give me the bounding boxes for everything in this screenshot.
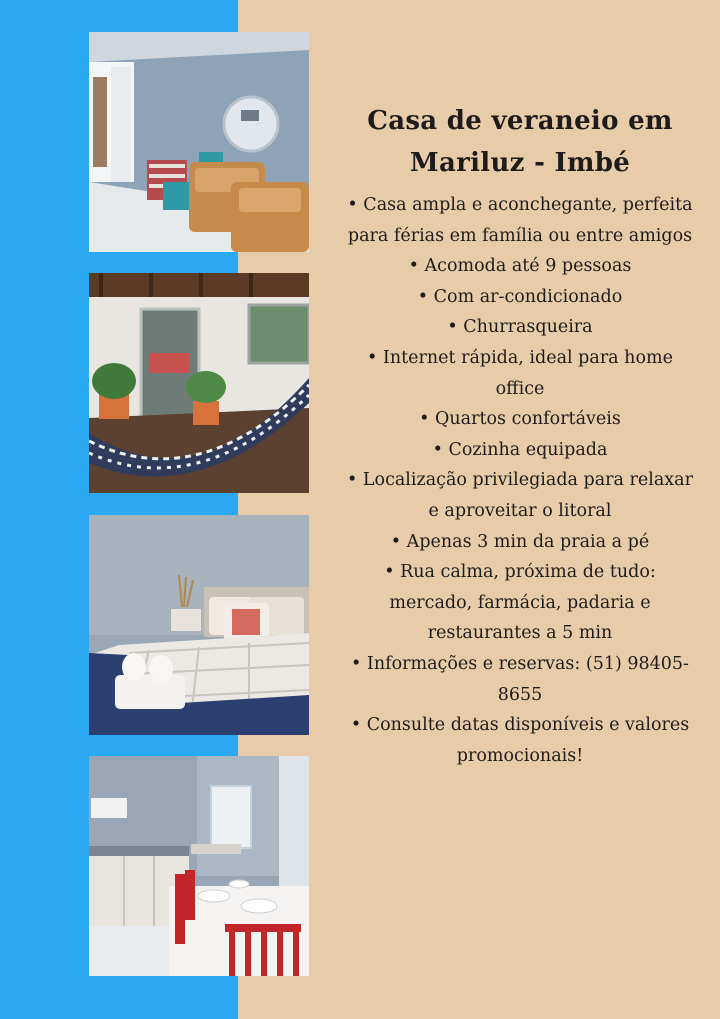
- living-room-photo: [89, 32, 309, 252]
- feature-item: • Localização privilegiada para relaxar e aproveitar o litoral: [347, 470, 693, 521]
- feature-item: • Churrasqueira: [447, 317, 593, 338]
- contact-info: • Informações e reservas: (51) 98405-8655: [351, 653, 689, 705]
- patio-photo: [89, 273, 309, 493]
- feature-item: • Quartos confortáveis: [419, 409, 621, 430]
- feature-item: • Apenas 3 min da praia a pé: [390, 531, 650, 552]
- feature-item: • Casa ampla e aconchegante, perfeita para férias em família ou entre amigos: [347, 195, 693, 246]
- feature-item: • Consulte datas disponíveis e valores promocionais!: [350, 715, 690, 766]
- feature-item: • Internet rápida, ideal para home office: [367, 347, 673, 399]
- bedroom-photo: [89, 515, 309, 735]
- feature-item: • Acomoda até 9 pessoas: [408, 256, 632, 277]
- kitchen-photo: [89, 756, 309, 976]
- feature-item: • Cozinha equipada: [432, 439, 608, 460]
- features-list: [320, 190, 720, 771]
- feature-item: • Com ar-condicionado: [417, 286, 623, 307]
- flyer-title: Casa de veraneio em Mariluz - Imbé: [367, 106, 673, 178]
- feature-item: • Rua calma, próxima de tudo: mercado, farmácia, padaria e restaurantes a 5 min: [384, 562, 656, 644]
- flyer-content: [320, 100, 720, 771]
